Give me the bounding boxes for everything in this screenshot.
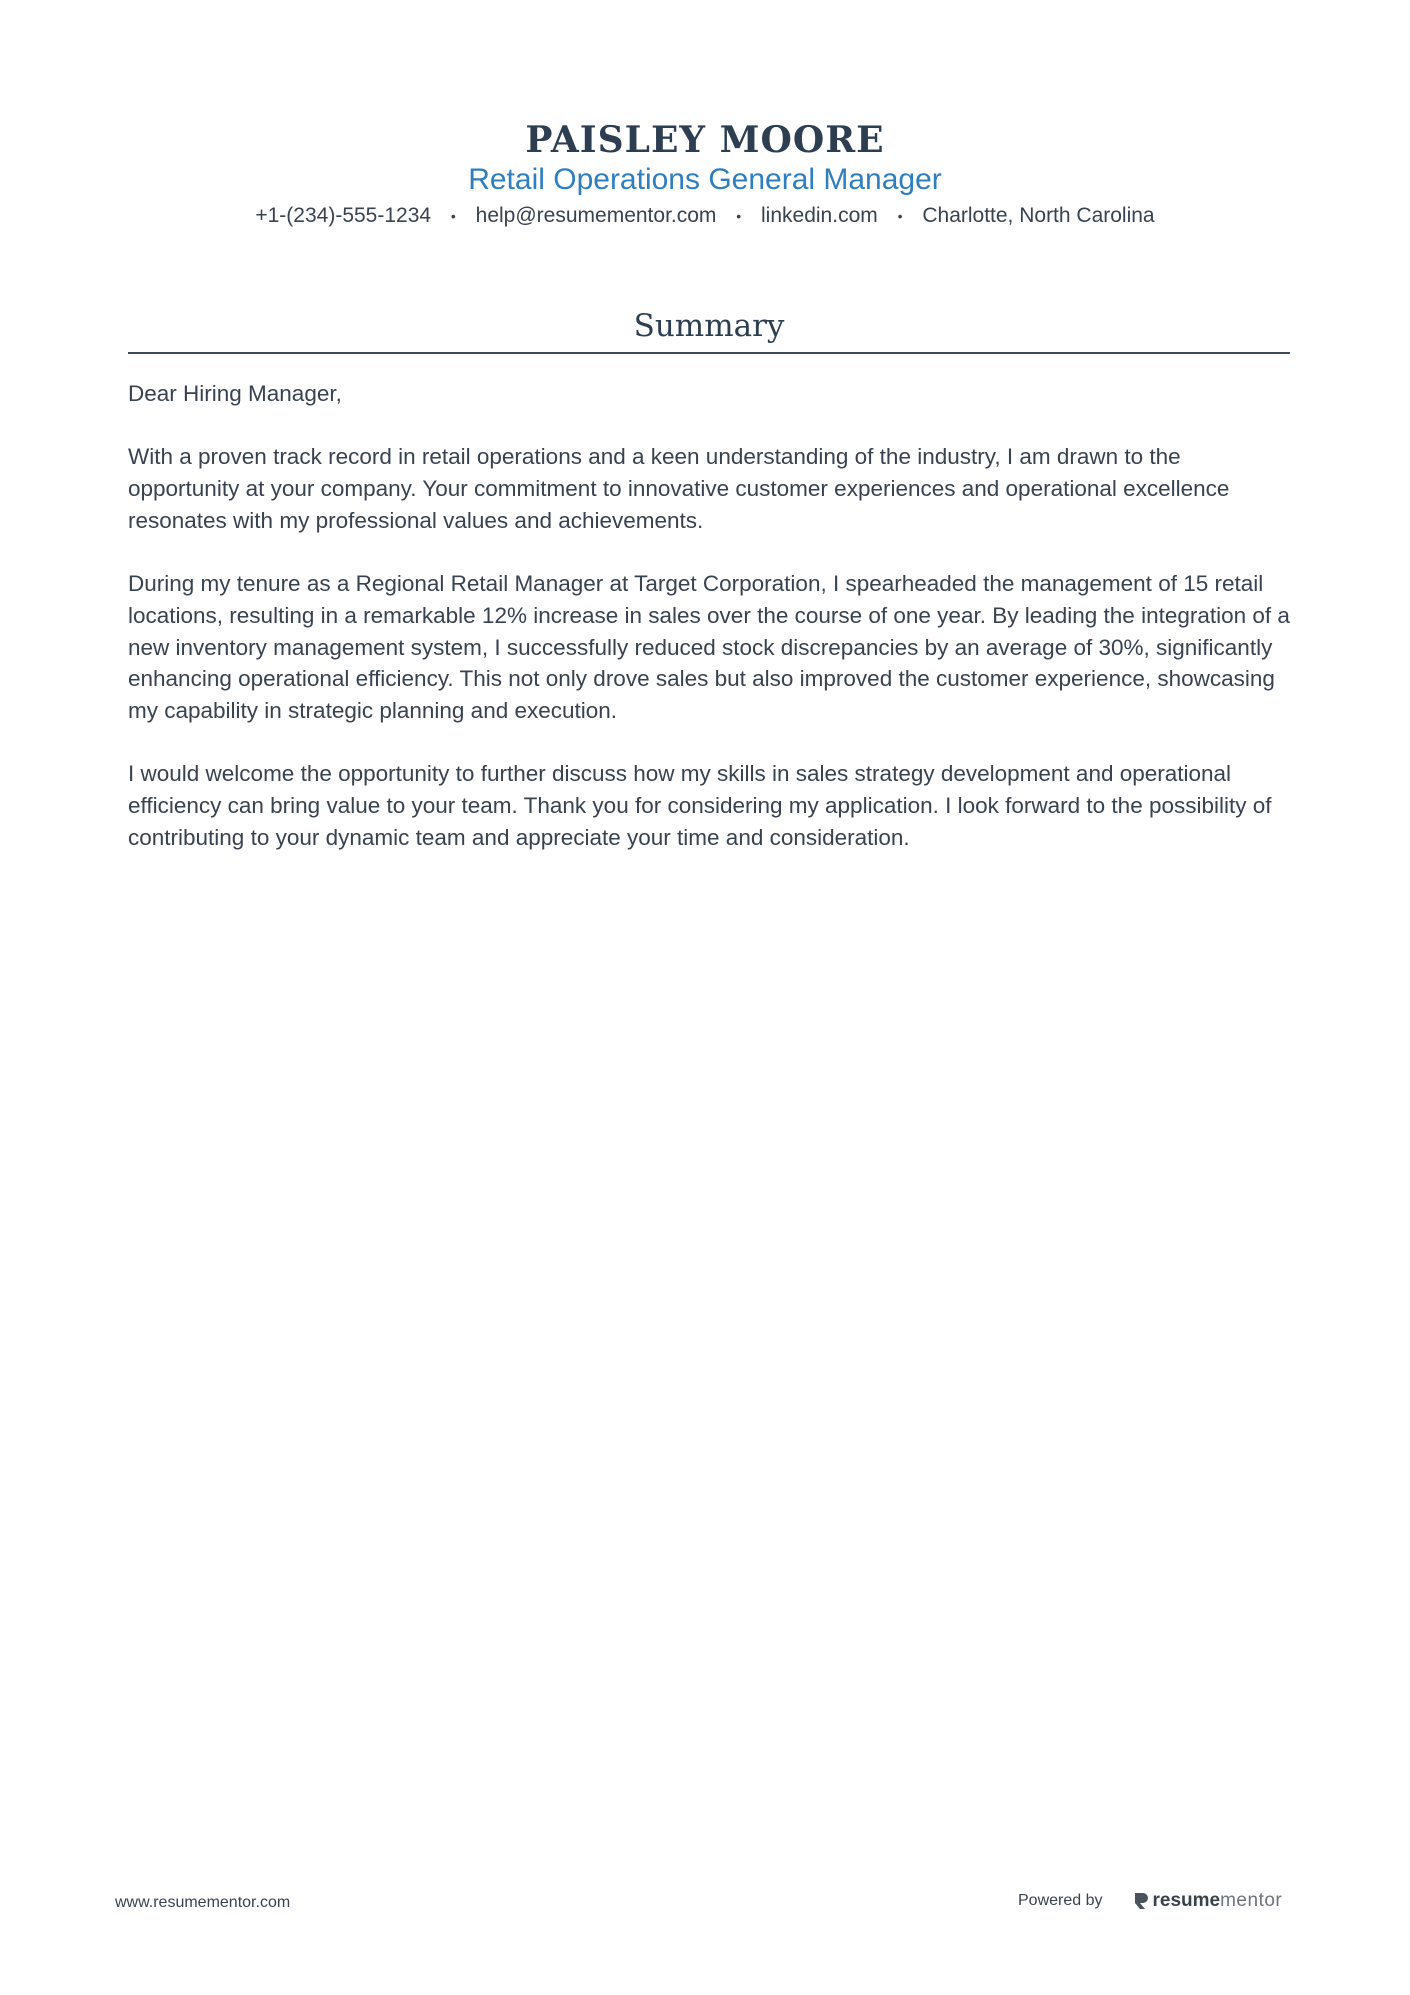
letter-body bbox=[128, 378, 1290, 885]
footer-branding bbox=[1018, 1890, 1282, 1912]
contact-email[interactable]: help@resumementor.com bbox=[475, 204, 717, 227]
job-title: Retail Operations General Manager bbox=[468, 163, 942, 196]
resumementor-logo-icon bbox=[1133, 1891, 1149, 1911]
contact-phone[interactable]: +1-(234)-555-1234 bbox=[255, 204, 432, 227]
candidate-name: PAISLEY MOORE bbox=[525, 119, 885, 161]
header bbox=[0, 118, 1410, 230]
letter-paragraph-3: I would welcome the opportunity to further discuss how my skills in sales strategy development and operational efficiency can bring value to your team. Thank you for considering my application. I look forward to the possibility of contributing to your dynamic team and appreciate your time and consideration. bbox=[128, 761, 1272, 850]
contact-separator: • bbox=[897, 208, 903, 225]
letter-paragraph-1: With a proven track record in retail operations and a keen understanding of the industry, I am drawn to the opportunity at your company. Your commitment to innovative customer experiences and operational excellence resonates with my professional values and achievements. bbox=[128, 444, 1230, 533]
section-title-summary: Summary bbox=[633, 308, 785, 344]
letter-paragraph-2: During my tenure as a Regional Retail Manager at Target Corporation, I spearheaded the management of 15 retail locations, resulting in a remarkable 12% increase in sales over the course of one year. By leading the integration of a new inventory management system, I successfully reduced stock discrepancies by an average of 30%, significantly enhancing operational efficiency. This not only drove sales but also improved the customer experience, showcasing my capability in strategic planning and execution. bbox=[128, 571, 1290, 723]
contact-location: Charlotte, North Carolina bbox=[922, 204, 1155, 227]
contact-linkedin[interactable]: linkedin.com bbox=[761, 204, 878, 227]
footer-website-link[interactable]: www.resumementor.com bbox=[115, 1894, 291, 1911]
letter-greeting: Dear Hiring Manager, bbox=[128, 381, 342, 406]
contact-separator: • bbox=[450, 208, 456, 225]
contact-separator: • bbox=[736, 208, 742, 225]
contact-line bbox=[0, 202, 1410, 230]
brand-name-part2: mentor bbox=[1220, 1890, 1283, 1911]
brand-name-part1: resume bbox=[1152, 1890, 1221, 1911]
brand-logo[interactable] bbox=[1133, 1890, 1283, 1912]
powered-by-label: Powered by bbox=[1018, 1892, 1103, 1909]
section-divider bbox=[128, 352, 1290, 354]
